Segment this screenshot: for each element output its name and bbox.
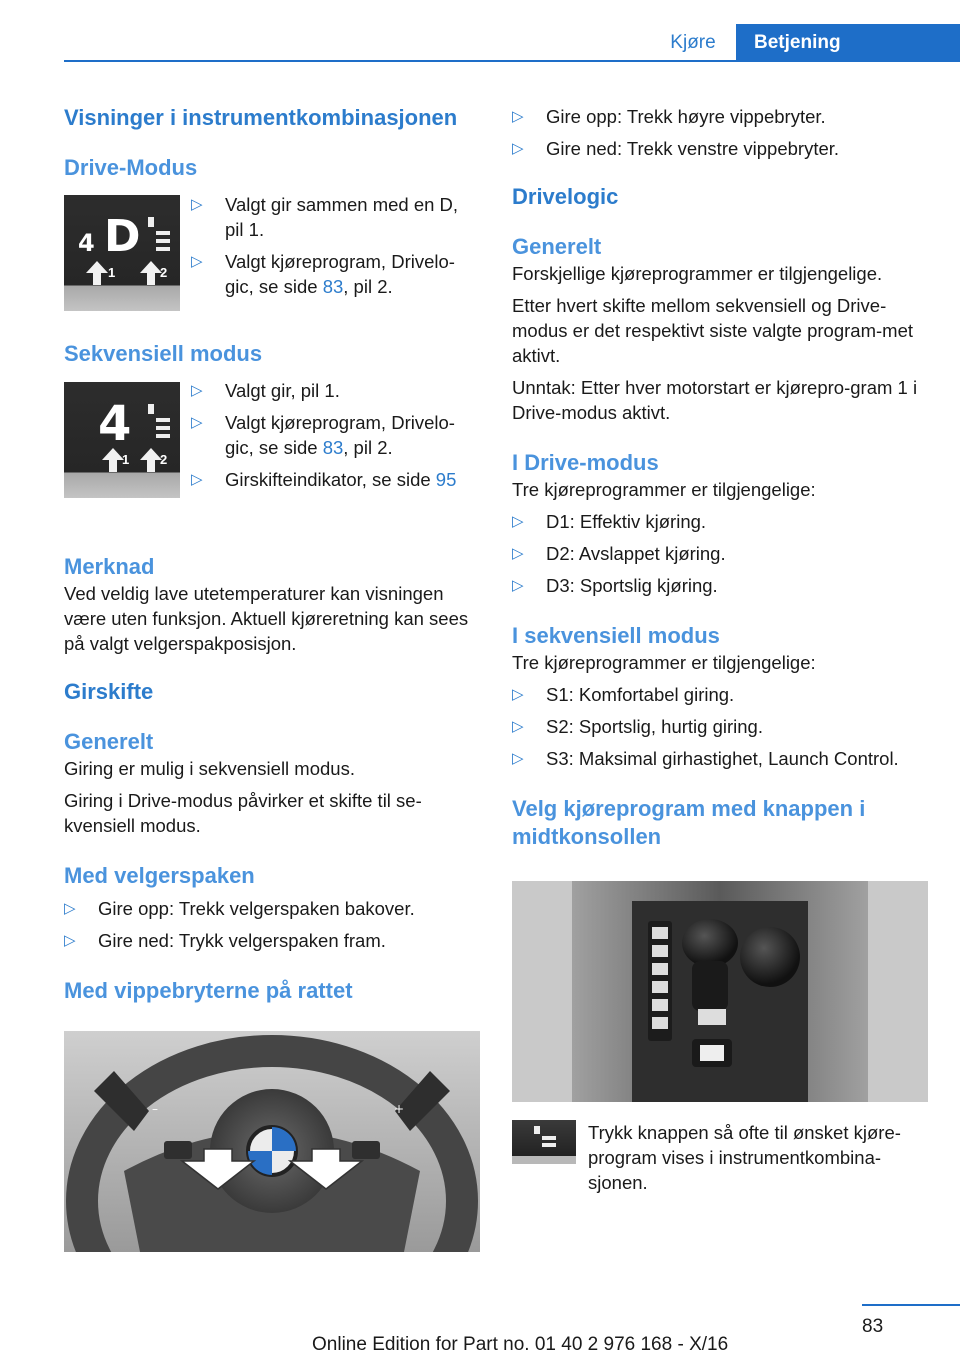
heading-general: Generelt xyxy=(512,234,602,259)
heading-shift-paddles: Med vippebryterne på rattet xyxy=(64,978,353,1003)
bullet-triangle-icon: ▷ xyxy=(512,545,524,562)
bullet-triangle-icon: ▷ xyxy=(191,414,203,431)
bullet-triangle-icon: ▷ xyxy=(512,750,524,767)
section-title-display: Visninger i instrumentkombinasjonen xyxy=(64,105,458,130)
heading-selector-lever: Med velgerspaken xyxy=(64,863,255,888)
list-item: ▷ S2: Sportslig, hurtig giring. xyxy=(512,716,763,737)
bullet-triangle-icon: ▷ xyxy=(191,382,203,399)
arrow-1-icon xyxy=(86,261,108,273)
heading-drive-mode: Drive-Modus xyxy=(64,155,198,180)
edition-footer: Online Edition for Part no. 01 40 2 976 168 - X/16 xyxy=(312,1334,729,1355)
heading-select-program-button: Velg kjøreprogram med knappen i midtkonsollen xyxy=(512,796,866,849)
general-paragraph-3: Unntak: Etter hver motorstart er kjørepro‐gram 1 i Drive-modus aktivt. xyxy=(512,377,918,423)
list-item: ▷ D1: Effektiv kjøring. xyxy=(512,511,707,532)
heading-drive-mode: I Drive-modus xyxy=(512,450,659,475)
heading-note: Merknad xyxy=(64,554,155,579)
list-item: ▷ Gire ned: Trykk velgerspaken fram. xyxy=(64,930,386,951)
gear-large-digit: 4 xyxy=(98,396,132,452)
sequential-mode-display-image xyxy=(64,382,180,498)
general-paragraph-2: Giring i Drive-modus påvirker et skifte til se‐kvensiell modus. xyxy=(64,790,422,836)
gear-small-digit: 4 xyxy=(78,229,95,257)
svg-text:+: + xyxy=(394,1102,405,1116)
list-item: ▷ Valgt kjøreprogram, Drivelo‐gic, se side 83, pil 2. xyxy=(191,412,455,458)
right-column xyxy=(512,104,932,851)
tab-betjening[interactable]: Betjening xyxy=(736,24,960,62)
list-item: ▷ Valgt gir, pil 1. xyxy=(191,380,340,401)
list-item: ▷ Girskifteindikator, se side 95 xyxy=(191,469,457,490)
center-console-photo xyxy=(512,881,928,1102)
list-item: ▷ D2: Avslappet kjøring. xyxy=(512,543,726,564)
gear-large-letter: D xyxy=(104,211,141,262)
section-title-shifting: Girskifte xyxy=(64,679,154,704)
page-number: 83 xyxy=(862,1316,884,1337)
drive-mode-display-image xyxy=(64,195,180,311)
svg-text:–: – xyxy=(152,1102,158,1116)
sequential-mode-list xyxy=(191,378,481,492)
button-text-wrap xyxy=(588,1120,932,1195)
arrow-2-stem xyxy=(147,273,155,285)
arrow-1-stem xyxy=(93,273,101,285)
section-title-drivelogic: Drivelogic xyxy=(512,184,619,209)
list-item: ▷ S1: Komfortabel giring. xyxy=(512,684,735,705)
button-instruction: Trykk knappen så ofte til ønsket kjøre‐program vises i instrumentkombina‐sjonen. xyxy=(588,1122,901,1193)
arrow-2-icon xyxy=(140,261,162,273)
arrow-2-icon xyxy=(140,448,162,460)
bullet-triangle-icon: ▷ xyxy=(191,471,203,488)
bullet-triangle-icon: ▷ xyxy=(512,686,524,703)
drive-mode-list xyxy=(191,192,481,299)
bullet-triangle-icon: ▷ xyxy=(64,932,76,949)
left-lower-text xyxy=(64,553,484,1005)
bullet-triangle-icon: ▷ xyxy=(64,900,76,917)
steering-wheel-photo xyxy=(64,1031,480,1252)
bullet-triangle-icon: ▷ xyxy=(512,140,524,157)
seq-heading-wrap xyxy=(64,340,484,368)
bullet-triangle-icon: ▷ xyxy=(512,108,524,125)
heading-general: Generelt xyxy=(64,729,154,754)
left-column xyxy=(64,104,484,182)
list-item: ▷ Gire opp: Trekk høyre vippebryter. xyxy=(512,106,826,127)
drivelogic-button-icon xyxy=(512,1120,576,1164)
tab-kjore[interactable]: Kjøre xyxy=(670,32,716,53)
list-item: ▷ S3: Maksimal girhastighet, Launch Control. xyxy=(512,748,899,769)
list-item: ▷ D3: Sportslig kjøring. xyxy=(512,575,718,596)
seq-intro: Tre kjøreprogrammer er tilgjengelige: xyxy=(512,652,816,673)
heading-sequential-mode: Sekvensiell modus xyxy=(64,341,263,366)
arrow-2-label: 2 xyxy=(160,265,168,280)
general-paragraph-1: Giring er mulig i sekvensiell modus. xyxy=(64,758,355,779)
drivelogic-icon xyxy=(146,215,172,255)
drivelogic-icon xyxy=(146,402,172,442)
bullet-triangle-icon: ▷ xyxy=(191,253,203,270)
arrow-1-label: 1 xyxy=(108,265,116,280)
page-link[interactable]: 83 xyxy=(322,437,344,458)
page-link[interactable]: 83 xyxy=(322,276,344,297)
page-link[interactable]: 95 xyxy=(435,469,457,490)
arrow-2-stem xyxy=(147,460,155,472)
list-item: ▷ Valgt gir sammen med en D, pil 1. xyxy=(191,194,459,240)
arrow-2-label: 2 xyxy=(160,452,168,467)
footer-rule xyxy=(862,1304,960,1306)
list-item: ▷ Gire opp: Trekk velgerspaken bakover. xyxy=(64,898,415,919)
bullet-triangle-icon: ▷ xyxy=(191,196,203,213)
list-item: ▷ Gire ned: Trekk venstre vippebryter. xyxy=(512,138,840,159)
general-paragraph-1: Forskjellige kjøreprogrammer er tilgjengelige. xyxy=(512,263,883,284)
heading-sequential-mode: I sekvensiell modus xyxy=(512,623,720,648)
bullet-triangle-icon: ▷ xyxy=(512,718,524,735)
drive-intro: Tre kjøreprogrammer er tilgjengelige: xyxy=(512,479,816,500)
bullet-triangle-icon: ▷ xyxy=(512,513,524,530)
bullet-triangle-icon: ▷ xyxy=(512,577,524,594)
general-paragraph-2: Etter hvert skifte mellom sekvensiell og Drive-modus er det respektivt siste valgte program‐met aktivt. xyxy=(512,295,913,366)
arrow-1-icon xyxy=(102,448,124,460)
arrow-1-stem xyxy=(109,460,117,472)
list-item: ▷ Valgt kjøreprogram, Drivelo‐gic, se side 83, pil 2. xyxy=(191,251,455,297)
note-paragraph: Ved veldig lave utetemperaturer kan visningen være uten funksjon. Aktuell kjøreretning kan sees på valgt velgerspakposisjon. xyxy=(64,583,469,654)
arrow-1-label: 1 xyxy=(122,452,130,467)
